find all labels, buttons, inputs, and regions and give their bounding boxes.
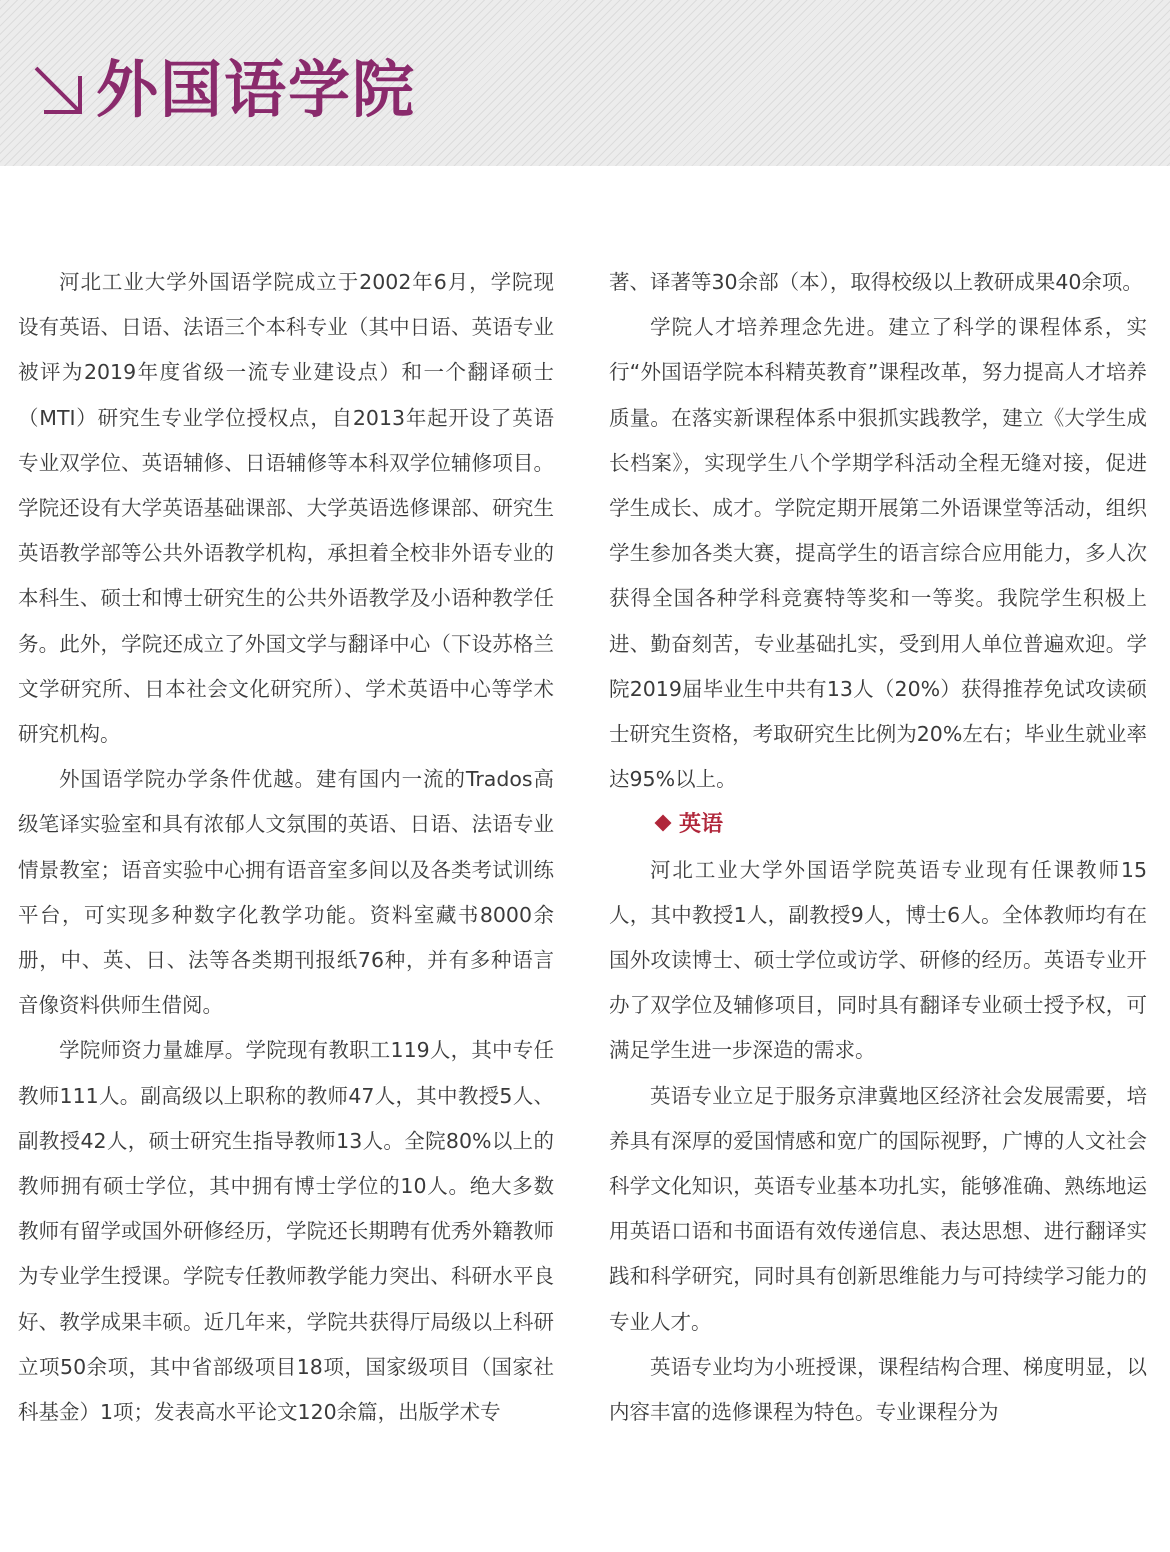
south-east-arrow-icon [30,62,86,118]
paragraph-english-staff: 河北工业大学外国语学院英语专业现有任课教师15人，其中教授1人，副教授9人，博士6人。全体教师均有在国外攻读博士、硕士学位或访学、研修的经历。英语专业开办了双学位及辅修项目，同时具有翻译专业硕士授予权，可满足学生进一步深造的需求。 [609,857,1147,1063]
left-column [18,260,554,1435]
right-column [609,260,1147,1435]
section-heading-label: 英语 [679,812,724,838]
paragraph-continuation: 著、译著等30余部（本），取得校级以上教研成果40余项。 [609,270,1143,294]
diamond-bullet-icon [655,815,672,832]
page-title: 外国语学院 [96,53,417,126]
section-heading-english [609,802,1147,847]
paragraph-intro: 河北工业大学外国语学院成立于2002年6月，学院现设有英语、日语、法语三个本科专业（其中日语、英语专业被评为2019年度省级一流专业建设点）和一个翻译硕士（MTI）研究生专业学位授权点，自2013年起开设了英语专业双学位、英语辅修、日语辅修等本科双学位辅修项目。学院还设有大学英语基础课部、大学英语选修课部、研究生英语教学部等公共外语教学机构，承担着全校非外语专业的本科生、硕士和博士研究生的公共外语教学及小语种教学任务。此外，学院还成立了外国文学与翻译中心（下设苏格兰文学研究所、日本社会文化研究所）、学术英语中心等学术研究机构。 [18,270,554,747]
paragraph-facilities: 外国语学院办学条件优越。建有国内一流的Trados高级笔译实验室和具有浓郁人文氛围的英语、日语、法语专业情景教室；语音实验中心拥有语音室多间以及各类考试训练平台，可实现多种数字化教学功能。资料室藏书8000余册，中、英、日、法等各类期刊报纸76种，并有多种语言音像资料供师生借阅。 [18,767,554,1018]
paragraph-training: 学院人才培养理念先进。建立了科学的课程体系，实行“外国语学院本科精英教育”课程改革，努力提高人才培养质量。在落实新课程体系中狠抓实践教学，建立《大学生成长档案》，实现学生八个学期学科活动全程无缝对接，促进学生成长、成才。学院定期开展第二外语课堂等活动，组织学生参加各类大赛，提高学生的语言综合应用能力，多人次获得全国各种学科竞赛特等奖和一等奖。我院学生积极上进、勤奋刻苦，专业基础扎实，受到用人单位普遍欢迎。学院2019届毕业生中共有13人（20%）获得推荐免试攻读硕士研究生资格，考取研究生比例为20%左右；毕业生就业率达95%以上。 [609,315,1147,792]
paragraph-faculty: 学院师资力量雄厚。学院现有教职工119人，其中专任教师111人。副高级以上职称的教师47人，其中教授5人、副教授42人，硕士研究生指导教师13人。全院80%以上的教师拥有硕士学位，其中拥有博士学位的10人。绝大多数教师有留学或国外研修经历，学院还长期聘有优秀外籍教师为专业学生授课。学院专任教师教学能力突出、科研水平良好、教学成果丰硕。近几年来，学院共获得厅局级以上科研立项50余项，其中省部级项目18项，国家级项目（国家社科基金）1项；发表高水平论文120余篇，出版学术专 [18,1038,554,1425]
paragraph-english-courses: 英语专业均为小班授课，课程结构合理、梯度明显，以内容丰富的选修课程为特色。专业课程分为 [609,1354,1147,1425]
page-header [0,0,1170,166]
paragraph-english-goals: 英语专业立足于服务京津冀地区经济社会发展需要，培养具有深厚的爱国情感和宽广的国际视野，广博的人文社会科学文化知识，英语专业基本功扎实，能够准确、熟练地运用英语口语和书面语有效传递信息、表达思想、进行翻译实践和科学研究，同时具有创新思维能力与可持续学习能力的专业人才。 [609,1083,1147,1334]
